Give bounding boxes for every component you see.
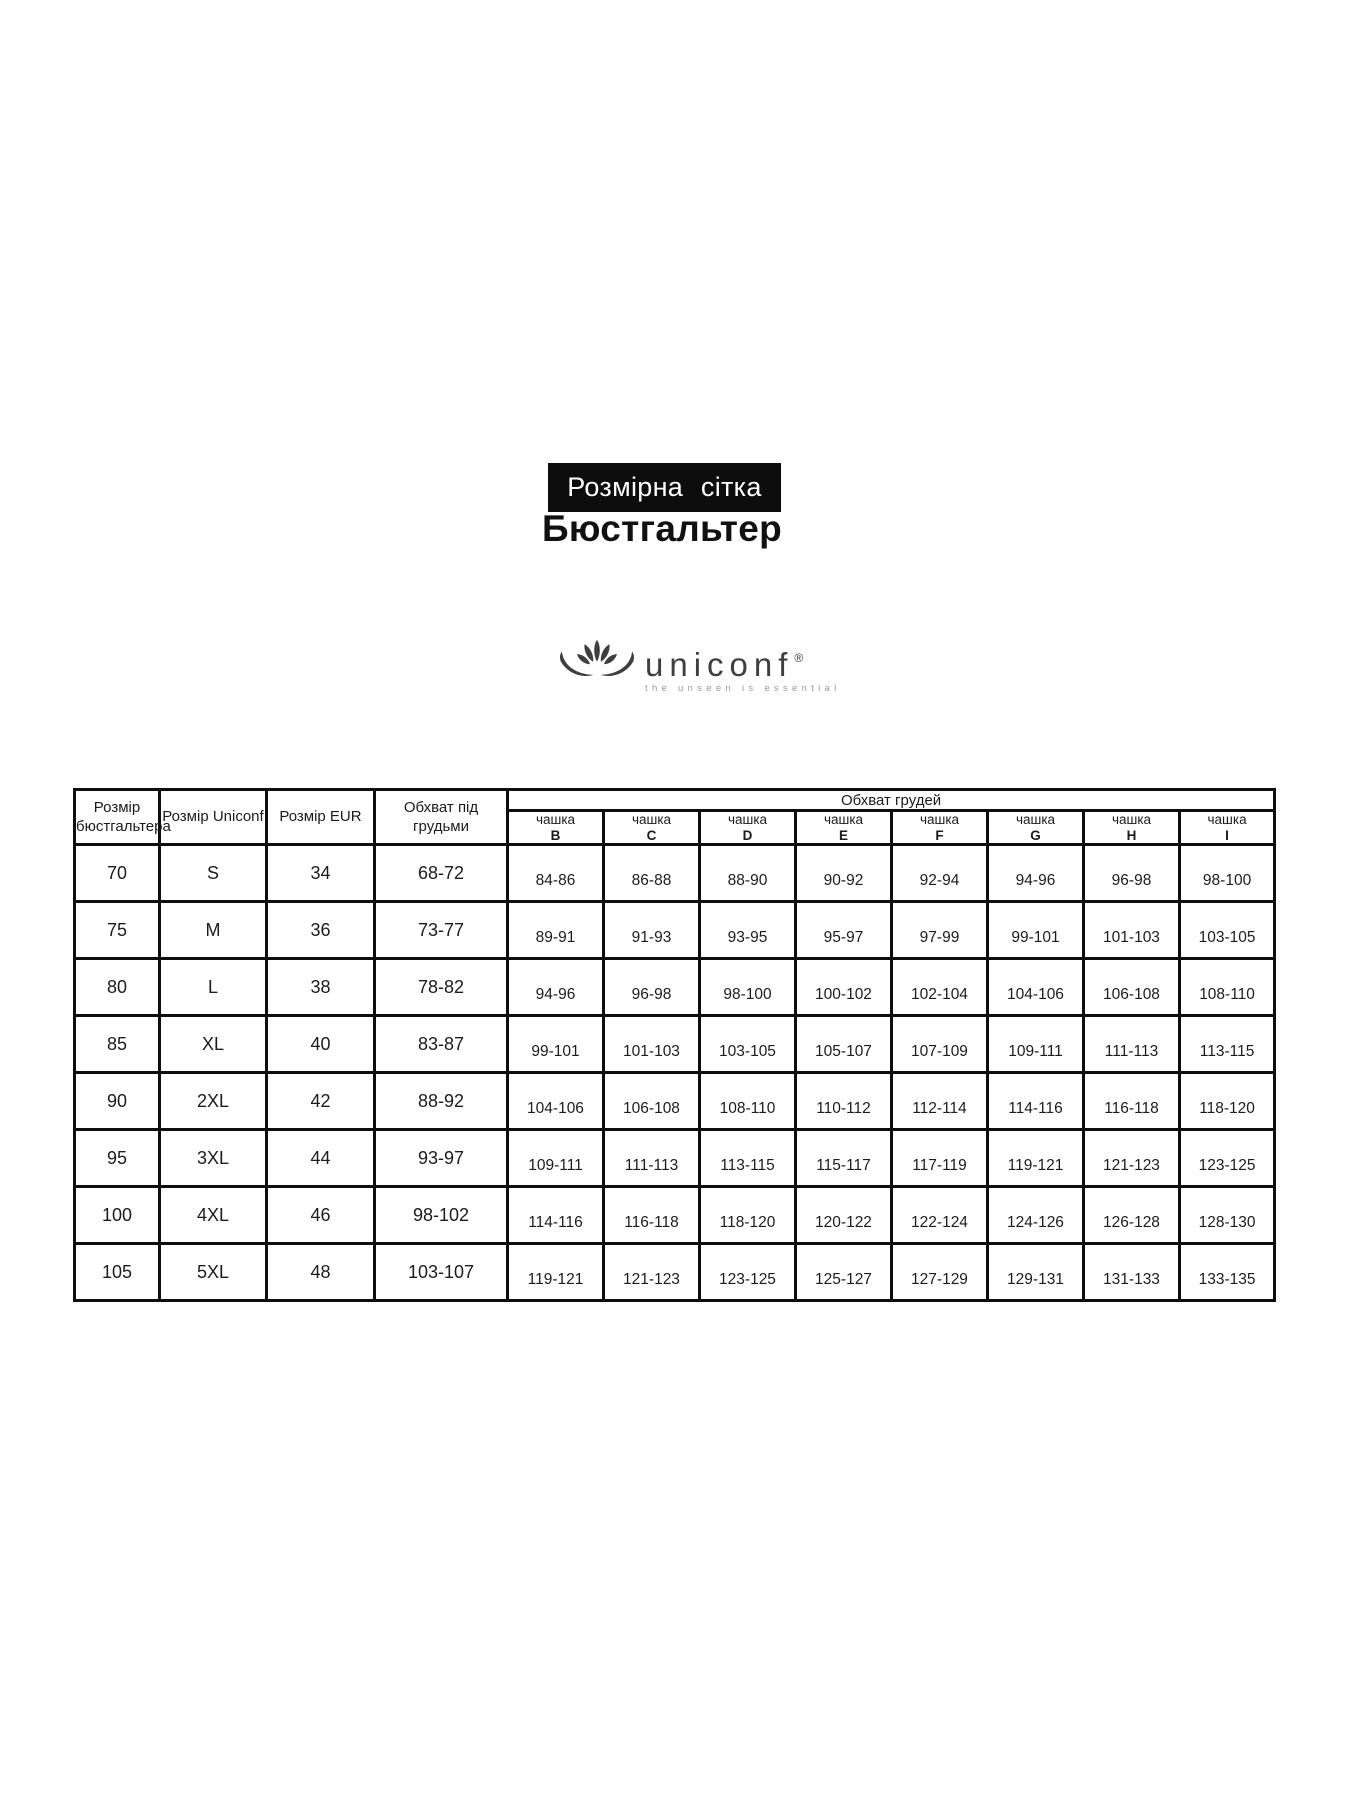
- cup-measure-cell: 109-111: [988, 1016, 1084, 1073]
- underbust-cell: 73-77: [375, 902, 508, 959]
- cup-measure-cell: 113-115: [700, 1130, 796, 1187]
- col-header-cup-f: чашка F: [892, 811, 988, 845]
- cup-measure-cell: 116-118: [1084, 1073, 1180, 1130]
- col-header-underbust-line2: грудьми: [413, 818, 469, 836]
- cup-measure-cell: 103-105: [1180, 902, 1275, 959]
- eur-size-cell: 40: [267, 1016, 375, 1073]
- col-header-cup-i: чашка I: [1180, 811, 1275, 845]
- col-header-cup-g: чашка G: [988, 811, 1084, 845]
- underbust-cell: 88-92: [375, 1073, 508, 1130]
- cup-measure-cell: 123-125: [1180, 1130, 1275, 1187]
- size-chart-title-box: [548, 463, 781, 512]
- logo-text: [645, 644, 841, 694]
- cup-measure-cell: 118-120: [700, 1187, 796, 1244]
- underbust-cell: 68-72: [375, 845, 508, 902]
- bra-size-cell: 70: [75, 845, 160, 902]
- cup-measure-cell: 126-128: [1084, 1187, 1180, 1244]
- cup-measure-cell: 115-117: [796, 1130, 892, 1187]
- table-row: [75, 1244, 1275, 1301]
- underbust-cell: 98-102: [375, 1187, 508, 1244]
- uniconf-size-cell: 3XL: [160, 1130, 267, 1187]
- cup-measure-cell: 119-121: [508, 1244, 604, 1301]
- cup-measure-cell: 104-106: [508, 1073, 604, 1130]
- table-row: [75, 1130, 1275, 1187]
- registered-mark: ®: [794, 651, 804, 665]
- eur-size-cell: 36: [267, 902, 375, 959]
- cup-measure-cell: 98-100: [1180, 845, 1275, 902]
- cup-measure-cell: 102-104: [892, 959, 988, 1016]
- cup-measure-cell: 95-97: [796, 902, 892, 959]
- col-header-eur-size: Розмір EUR: [267, 790, 375, 845]
- cup-measure-cell: 111-113: [1084, 1016, 1180, 1073]
- cup-measure-cell: 88-90: [700, 845, 796, 902]
- cup-measure-cell: 107-109: [892, 1016, 988, 1073]
- bra-size-cell: 95: [75, 1130, 160, 1187]
- cup-measure-cell: 90-92: [796, 845, 892, 902]
- cup-measure-cell: 104-106: [988, 959, 1084, 1016]
- product-title: Бюстгальтер: [542, 508, 782, 549]
- cup-measure-cell: 114-116: [508, 1187, 604, 1244]
- col-header-cup-e: чашка E: [796, 811, 892, 845]
- col-header-bra-size-line1: Розмір: [93, 798, 141, 816]
- bra-size-cell: 100: [75, 1187, 160, 1244]
- cup-measure-cell: 96-98: [1084, 845, 1180, 902]
- cup-measure-cell: 89-91: [508, 902, 604, 959]
- brand-logo: [556, 624, 841, 694]
- cup-measure-cell: 116-118: [604, 1187, 700, 1244]
- bra-size-cell: 85: [75, 1016, 160, 1073]
- eur-size-cell: 44: [267, 1130, 375, 1187]
- uniconf-size-cell: M: [160, 902, 267, 959]
- brand-wordmark: [645, 644, 841, 683]
- cup-measure-cell: 86-88: [604, 845, 700, 902]
- underbust-cell: 78-82: [375, 959, 508, 1016]
- cup-measure-cell: 108-110: [1180, 959, 1275, 1016]
- col-header-underbust-line1: Обхват під: [403, 798, 479, 816]
- col-header-cup-d: чашка D: [700, 811, 796, 845]
- bra-size-cell: 80: [75, 959, 160, 1016]
- col-group-bust-girth: Обхват грудей: [508, 790, 1275, 811]
- eur-size-cell: 46: [267, 1187, 375, 1244]
- uniconf-size-cell: 2XL: [160, 1073, 267, 1130]
- cup-measure-cell: 84-86: [508, 845, 604, 902]
- uniconf-size-cell: S: [160, 845, 267, 902]
- uniconf-size-cell: 5XL: [160, 1244, 267, 1301]
- cup-measure-cell: 103-105: [700, 1016, 796, 1073]
- cup-measure-cell: 100-102: [796, 959, 892, 1016]
- underbust-cell: 83-87: [375, 1016, 508, 1073]
- table-row: [75, 1016, 1275, 1073]
- table-row: [75, 845, 1275, 902]
- cup-measure-cell: 121-123: [1084, 1130, 1180, 1187]
- cup-measure-cell: 101-103: [604, 1016, 700, 1073]
- cup-measure-cell: 127-129: [892, 1244, 988, 1301]
- cup-measure-cell: 124-126: [988, 1187, 1084, 1244]
- cup-measure-cell: 131-133: [1084, 1244, 1180, 1301]
- brand-name: uniconf: [645, 646, 794, 683]
- cup-measure-cell: 121-123: [604, 1244, 700, 1301]
- col-header-cup-b: чашка B: [508, 811, 604, 845]
- bra-size-cell: 90: [75, 1073, 160, 1130]
- cup-measure-cell: 93-95: [700, 902, 796, 959]
- cup-measure-cell: 114-116: [988, 1073, 1084, 1130]
- size-table: [73, 788, 1276, 1302]
- uniconf-size-cell: L: [160, 959, 267, 1016]
- col-header-bra-size-line2: бюстгальтера: [76, 818, 171, 836]
- cup-measure-cell: 133-135: [1180, 1244, 1275, 1301]
- table-row: [75, 1187, 1275, 1244]
- underbust-cell: 93-97: [375, 1130, 508, 1187]
- cup-measure-cell: 110-112: [796, 1073, 892, 1130]
- col-header-cup-c: чашка C: [604, 811, 700, 845]
- table-row: [75, 902, 1275, 959]
- uniconf-size-cell: XL: [160, 1016, 267, 1073]
- cup-measure-cell: 91-93: [604, 902, 700, 959]
- col-header-uniconf-size: Розмір Uniconf: [160, 790, 267, 845]
- cup-measure-cell: 113-115: [1180, 1016, 1275, 1073]
- cup-measure-cell: 117-119: [892, 1130, 988, 1187]
- cup-measure-cell: 112-114: [892, 1073, 988, 1130]
- col-header-cup-h: чашка H: [1084, 811, 1180, 845]
- cup-measure-cell: 101-103: [1084, 902, 1180, 959]
- cup-measure-cell: 106-108: [1084, 959, 1180, 1016]
- cup-measure-cell: 98-100: [700, 959, 796, 1016]
- cup-measure-cell: 99-101: [508, 1016, 604, 1073]
- cup-measure-cell: 119-121: [988, 1130, 1084, 1187]
- uniconf-size-cell: 4XL: [160, 1187, 267, 1244]
- header-row-group: [75, 790, 1275, 811]
- cup-measure-cell: 94-96: [988, 845, 1084, 902]
- cup-measure-cell: 105-107: [796, 1016, 892, 1073]
- brand-tagline: the unseen is essential: [645, 683, 841, 694]
- cup-measure-cell: 111-113: [604, 1130, 700, 1187]
- table-row: [75, 1073, 1275, 1130]
- table-row: [75, 959, 1275, 1016]
- size-chart-title: Розмірна сітка: [567, 472, 762, 502]
- cup-measure-cell: 106-108: [604, 1073, 700, 1130]
- eur-size-cell: 42: [267, 1073, 375, 1130]
- eur-size-cell: 34: [267, 845, 375, 902]
- col-header-underbust: [375, 790, 508, 845]
- bra-size-cell: 75: [75, 902, 160, 959]
- cup-measure-cell: 96-98: [604, 959, 700, 1016]
- col-header-bra-size: [75, 790, 171, 845]
- cup-measure-cell: 108-110: [700, 1073, 796, 1130]
- cup-measure-cell: 94-96: [508, 959, 604, 1016]
- cup-measure-cell: 118-120: [1180, 1073, 1275, 1130]
- cup-measure-cell: 92-94: [892, 845, 988, 902]
- cup-measure-cell: 109-111: [508, 1130, 604, 1187]
- cup-measure-cell: 129-131: [988, 1244, 1084, 1301]
- cup-measure-cell: 122-124: [892, 1187, 988, 1244]
- eur-size-cell: 48: [267, 1244, 375, 1301]
- bra-size-cell: 105: [75, 1244, 160, 1301]
- cup-measure-cell: 99-101: [988, 902, 1084, 959]
- cup-measure-cell: 128-130: [1180, 1187, 1275, 1244]
- underbust-cell: 103-107: [375, 1244, 508, 1301]
- eur-size-cell: 38: [267, 959, 375, 1016]
- cup-measure-cell: 125-127: [796, 1244, 892, 1301]
- lotus-icon: [556, 630, 638, 690]
- cup-measure-cell: 97-99: [892, 902, 988, 959]
- cup-measure-cell: 123-125: [700, 1244, 796, 1301]
- cup-measure-cell: 120-122: [796, 1187, 892, 1244]
